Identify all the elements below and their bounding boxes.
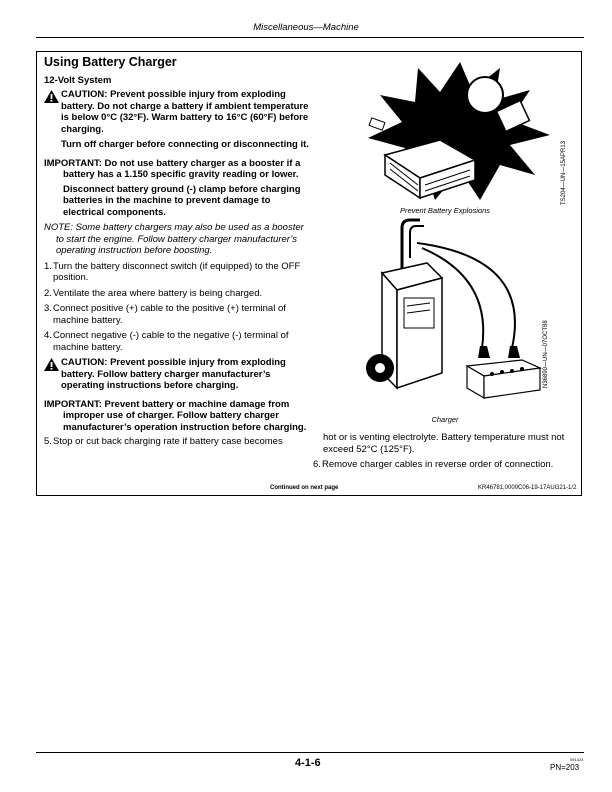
battery-charger-illustration bbox=[362, 218, 552, 408]
battery-explosion-illustration bbox=[360, 60, 560, 205]
step-6: 6. Remove charger cables in reverse order of connection. bbox=[313, 459, 554, 470]
figure-2-caption: Charger bbox=[431, 415, 459, 424]
important-1: IMPORTANT: Do not use battery charger as a booster if a battery has a 1.150 specific gravity reading or lower. bbox=[44, 157, 301, 180]
caution-1-text-2: Turn off charger before connecting or disconnecting it. bbox=[61, 139, 309, 150]
page-header: Miscellaneous—Machine bbox=[253, 22, 359, 33]
important-2: IMPORTANT: Prevent battery or machine damage from improper use of charger. Follow battery charger manufacturer’s operation instruction before charging. bbox=[44, 398, 307, 433]
step-4: 4. Connect negative (-) cable to the negative (-) terminal of machine battery. bbox=[44, 330, 289, 353]
page-number: 4-1-6 bbox=[295, 757, 321, 769]
step-2: 2. Ventilate the area where battery is being charged. bbox=[44, 287, 263, 299]
section-subtitle: 12-Volt System bbox=[44, 74, 112, 86]
step-3: 3. Connect positive (+) cable to the positive (+) terminal of machine battery. bbox=[44, 303, 286, 326]
pn-number: PN=203 bbox=[550, 763, 580, 772]
caution-1-text: CAUTION: Prevent possible injury from exploding battery. Do not charge a battery if ambient temperature is below 0°C (32°F). Warm battery to 16°C (60°F) before charging. bbox=[61, 89, 309, 135]
warning-triangle-icon bbox=[44, 89, 61, 155]
caution-block-1 bbox=[44, 89, 309, 155]
left-column bbox=[44, 57, 309, 452]
print-date: 091423 bbox=[570, 757, 584, 762]
header-rule bbox=[36, 37, 584, 38]
step-1: 1. Turn the battery disconnect switch (if equipped) to the OFF position. bbox=[44, 260, 301, 283]
continued-notice: Continued on next page bbox=[270, 485, 339, 491]
important-1-detail: Disconnect battery ground (-) clamp before charging batteries in the machine to prevent damage to electrical components. bbox=[63, 183, 301, 218]
warning-triangle-icon bbox=[44, 357, 61, 396]
caution-block-2 bbox=[44, 357, 309, 396]
step-5: 5. Stop or cut back charging rate if battery case becomes bbox=[44, 436, 283, 447]
figure-1-code: TS204—UN—15APR13 bbox=[561, 140, 567, 205]
figure-1-caption: Prevent Battery Explosions bbox=[399, 206, 491, 215]
caution-2-text: CAUTION: Prevent possible injury from exploding battery. Follow battery charger manufacturer’s operating instructions before charging. bbox=[61, 357, 286, 391]
step-5-continued: hot or is venting electrolyte. Battery temperature must not exceed 52°C (125°F). bbox=[323, 432, 565, 455]
document-code: KR46781,0000C06-19-17AUG21-1/2 bbox=[478, 485, 577, 491]
section-title: Using Battery Charger bbox=[44, 55, 177, 69]
footer-rule bbox=[36, 752, 584, 753]
right-column-text bbox=[313, 432, 579, 475]
note: NOTE: Some battery chargers may also be used as a booster to start the engine. Follow battery charger manufacturer’s operating instruction before boosting. bbox=[44, 222, 304, 256]
figure-2-code: N36890—UN—07OCT88 bbox=[543, 320, 549, 388]
